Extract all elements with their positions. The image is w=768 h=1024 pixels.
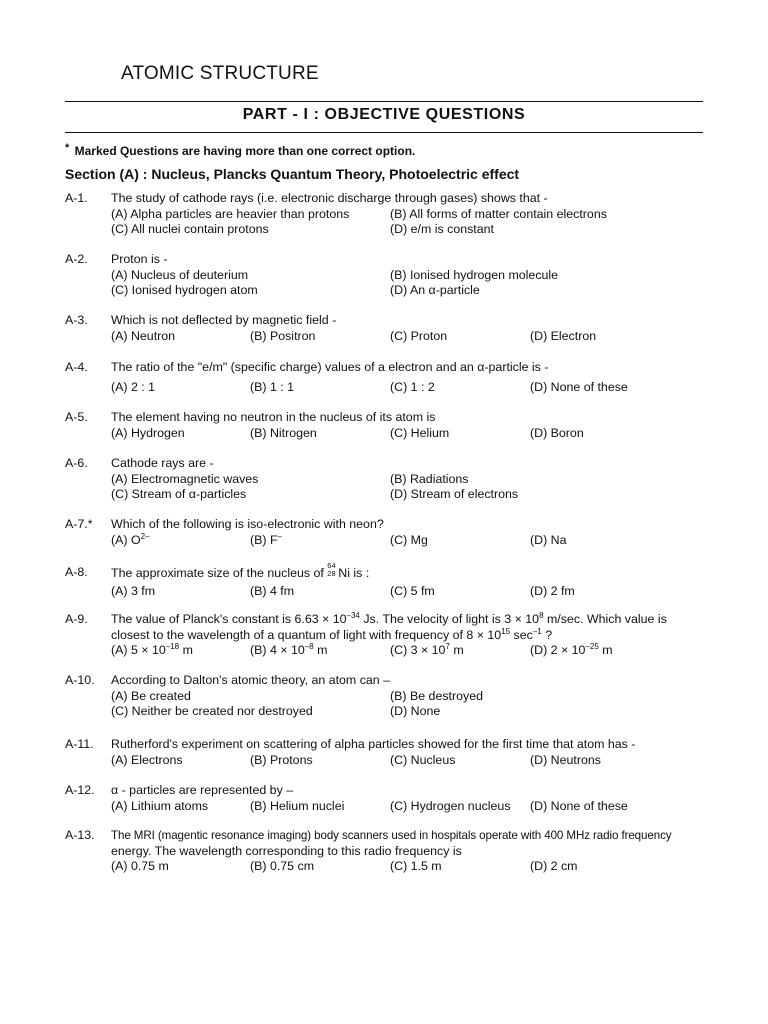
option-a: (A) 3 fm xyxy=(111,583,156,598)
option-b: (B) Nitrogen xyxy=(250,425,317,440)
section-heading: Section (A) : Nucleus, Plancks Quantum Theory, Photoelectric effect xyxy=(65,166,520,182)
option-a: (A) Nucleus of deuterium xyxy=(111,267,249,282)
option-d: (D) e/m is constant xyxy=(390,222,494,236)
question-text: Rutherford's experiment on scattering of alpha particles showed for the first time that atom has - xyxy=(111,737,636,751)
question-number: A-13. xyxy=(65,828,95,842)
option-b: (B) Be destroyed xyxy=(390,688,483,703)
option-b: (B) $4 \times 10^{-8}$ m xyxy=(250,642,328,657)
option-c: (C) Stream of α-particles xyxy=(111,487,247,501)
option-d: (D) None xyxy=(390,704,441,718)
question-text: According to Dalton's atomic theory, an atom can – xyxy=(111,673,391,687)
option-c: (C) 1.5 m xyxy=(390,859,442,873)
option-a: (A) $O^{2-}$ xyxy=(111,531,150,547)
top-rule xyxy=(65,101,703,102)
option-c: (C) $3 \times 10^7$ m xyxy=(390,642,464,657)
question-number: A-10. xyxy=(65,673,95,687)
question-text: Which is not deflected by magnetic field - xyxy=(111,313,337,327)
question-text-line2: closest to the wavelength of a quantum of light with frequency of $8 \times 10^{15}$ $\sec^{-1}$ ? xyxy=(111,626,553,642)
option-c: (C) Mg xyxy=(390,532,428,547)
question-number: A-1. xyxy=(65,191,88,205)
question-number: A-7.* xyxy=(65,517,93,531)
question-number: A-6. xyxy=(65,456,88,470)
question-number: A-3. xyxy=(65,313,88,327)
question-text: Cathode rays are - xyxy=(111,456,214,470)
option-c: (C) Ionised hydrogen atom xyxy=(111,283,258,297)
question-number: A-2. xyxy=(65,252,88,266)
marked-note-text: Marked Questions are having more than one correct option. xyxy=(74,144,416,158)
question-number: A-11. xyxy=(65,737,94,751)
option-a: (A) Hydrogen xyxy=(111,425,185,440)
question-number: A-8. xyxy=(65,565,88,579)
page-title: ATOMIC STRUCTURE xyxy=(121,63,319,84)
option-b: (B) 0.75 cm xyxy=(250,859,315,873)
option-b: (B) Radiations xyxy=(390,471,469,486)
option-c: (C) 5 fm xyxy=(390,583,435,598)
option-c: (C) Helium xyxy=(390,425,450,440)
option-b: (B) Positron xyxy=(250,328,316,343)
option-c: (C) Neither be created nor destroyed xyxy=(111,704,313,718)
option-b: (B) 1 : 1 xyxy=(250,379,295,394)
question-number: A-5. xyxy=(65,410,88,424)
question-number: A-12. xyxy=(65,783,95,797)
option-a: (A) 2 : 1 xyxy=(111,379,156,394)
option-c: (C) 1 : 2 xyxy=(390,379,435,394)
option-b: (B) Protons xyxy=(250,752,313,767)
question-text: The element having no neutron in the nucleus of its atom is xyxy=(111,410,436,424)
question-text-line1: The value of Planck's constant is $6.63 \times 10^{-34}$ Js. The velocity of light is $3 \times 10^8$ m/sec. Which value is xyxy=(111,611,667,626)
question-text: Which of the following is iso-electronic with neon? xyxy=(111,517,384,531)
option-c: (C) Proton xyxy=(390,328,448,343)
question-text-line1: The MRI (magentic resonance imaging) body scanners used in hospitals operate with 400 MHz radio frequency xyxy=(111,829,672,842)
option-b: (B) Ionised hydrogen molecule xyxy=(390,267,559,282)
question-text-line2: energy. The wavelength corresponding to this radio frequency is xyxy=(111,843,462,858)
option-b: (B) 4 fm xyxy=(250,583,295,598)
bottom-rule xyxy=(65,132,703,133)
option-a: (A) 0.75 m xyxy=(111,859,169,873)
question-number: A-4. xyxy=(65,360,88,374)
marked-star: * xyxy=(65,142,70,154)
option-a: (A) Electromagnetic waves xyxy=(111,471,259,486)
option-b: (B) F– xyxy=(250,531,282,547)
question-text: The ratio of the "e/m" (specific charge) values of a electron and an α-particle is - xyxy=(111,360,549,374)
option-b: (B) Helium nuclei xyxy=(250,798,345,813)
option-d: (D) Neutrons xyxy=(530,752,601,767)
option-c: (C) Hydrogen nucleus xyxy=(390,798,511,813)
option-d: (D) 2 fm xyxy=(530,583,575,598)
question-number: A-9. xyxy=(65,612,88,626)
nickel-isotope: 64 28 xyxy=(327,561,336,578)
option-d: (D) None of these xyxy=(530,379,628,394)
option-d: (D) An α-particle xyxy=(390,283,480,297)
option-a: (A) Electrons xyxy=(111,752,183,767)
question-text: Proton is - xyxy=(111,252,168,266)
option-c: (C) All nuclei contain protons xyxy=(111,222,269,236)
option-a: (A) Neutron xyxy=(111,328,176,343)
option-b: (B) All forms of matter contain electrons xyxy=(390,206,607,221)
option-d: (D) None of these xyxy=(530,798,628,813)
option-a: (A) $5 \times 10^{-18}$ m xyxy=(111,642,193,657)
option-a: (A) Alpha particles are heavier than protons xyxy=(111,206,350,221)
option-d: (D) Stream of electrons xyxy=(390,487,519,501)
option-c: (C) Nucleus xyxy=(390,752,456,767)
option-a: (A) Be created xyxy=(111,688,191,703)
option-a: (A) Lithium atoms xyxy=(111,798,209,813)
question-text: The approximate size of the nucleus of 64 28 Ni is : xyxy=(111,561,370,580)
question-text: α - particles are represented by – xyxy=(111,783,294,797)
option-d: (D) Electron xyxy=(530,328,597,343)
part-heading: PART - I : OBJECTIVE QUESTIONS xyxy=(242,106,526,123)
question-text: The study of cathode rays (i.e. electronic discharge through gases) shows that - xyxy=(111,191,548,205)
option-d: (D) 2 cm xyxy=(530,859,578,873)
marked-note xyxy=(65,142,415,158)
option-d: (D) Na xyxy=(530,532,567,547)
option-d: (D) $2 \times 10^{-25}$ m xyxy=(530,642,613,657)
option-d: (D) Boron xyxy=(530,425,584,440)
